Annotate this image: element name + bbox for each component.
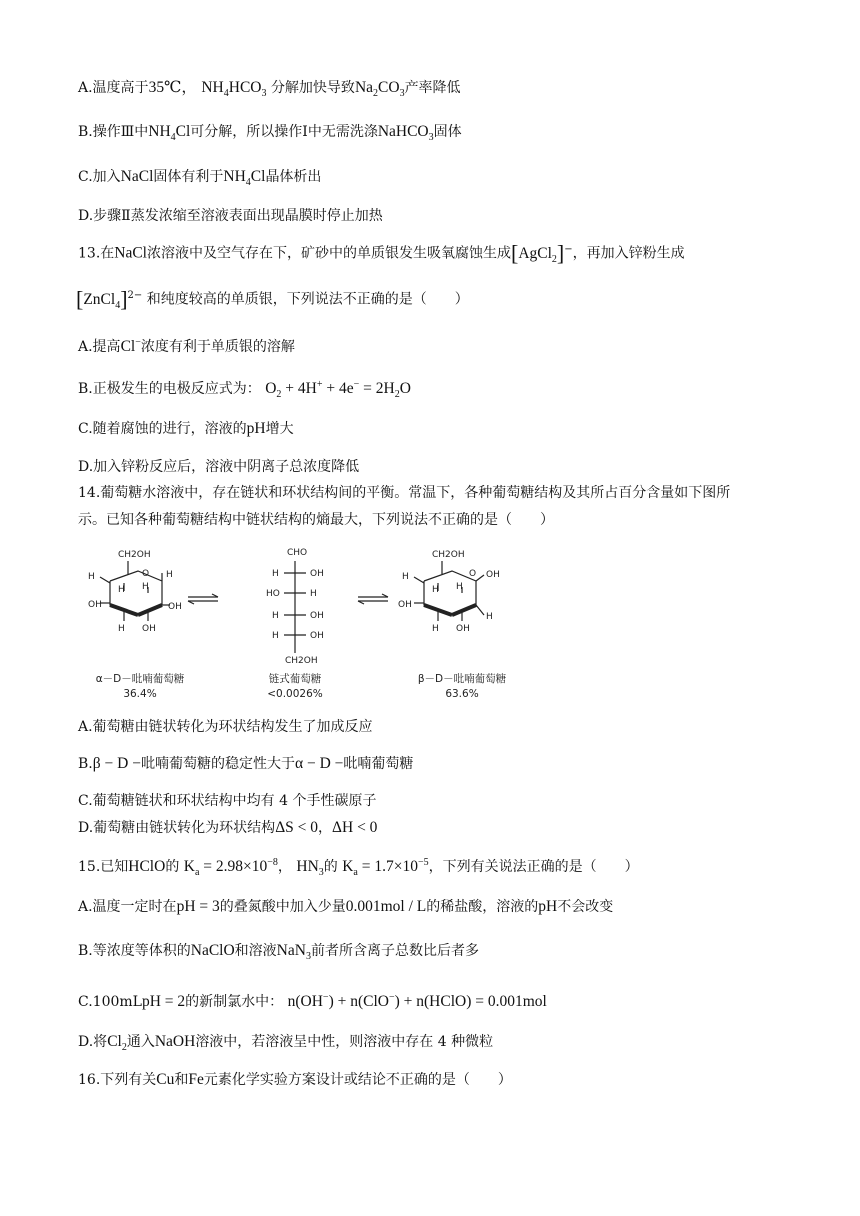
- alpha-ch2oh-label: CH2OH: [118, 550, 151, 560]
- beta-h-label: H: [402, 572, 409, 582]
- q15-option-d: D.将$Cl_2$通入NaOH溶液中，若溶液呈中性，则溶液中存在 4 种微粒: [78, 1033, 494, 1054]
- chain-cho-label: CHO: [287, 548, 308, 558]
- q14-option-a: A.葡萄糖由链状转化为环状结构发生了加成反应: [78, 719, 373, 735]
- q12-option-c: C.加入NaCl固体有利于$NH_4Cl$晶体析出: [78, 168, 322, 189]
- q15-option-b: B.等浓度等体积的NaClO和溶液NaN$_3$前者所含离子总数比后者多: [78, 942, 479, 963]
- q13-option-b: B.正极发生的电极反应式为： $O_2 + 4H^+ + 4e^- = 2H_2O$: [78, 379, 411, 401]
- chain-glucose-name: 链式葡萄糖: [268, 673, 322, 685]
- alpha-h-label-5: H: [118, 624, 125, 634]
- beta-glucose-name: β－D－吡喃葡萄糖: [417, 673, 507, 685]
- beta-oh-label-3: OH: [456, 624, 470, 634]
- q12-option-b: B.操作Ⅲ中$NH_4Cl$可分解，所以操作Ⅰ中无需洗涤NaHCO$_3$固体: [78, 123, 462, 144]
- q12-option-d: D.步骤Ⅱ蒸发浓缩至溶液表面出现晶膜时停止加热: [78, 208, 383, 224]
- beta-h-label-4: H: [486, 612, 493, 622]
- alpha-glucose-percent: 36.4%: [123, 688, 157, 700]
- beta-h-label-2: H: [432, 585, 439, 595]
- alpha-oh-label: OH: [88, 600, 102, 610]
- q14-stem-line2: 示。已知各种葡萄糖结构中链状结构的熵最大，下列说法不正确的是（ ）: [78, 512, 554, 528]
- chain-ch2oh-label: CH2OH: [285, 656, 318, 666]
- q13-option-a: A.提高Cl−浓度有利于单质银的溶解: [78, 337, 295, 356]
- chain-h-label-4: H: [272, 631, 279, 641]
- q13-stem-line2: [ZnCl$_4$]$^{2-}$ 和纯度较高的单质银，下列说法不正确的是（ ）: [76, 286, 469, 312]
- q14-option-d: D.葡萄糖由链状转化为环状结构ΔS < 0，ΔH < 0: [78, 819, 378, 836]
- alpha-glucose-name: α－D－吡喃葡萄糖: [95, 673, 185, 685]
- beta-ring-o-label: O: [469, 569, 477, 579]
- q13-option-d: D.加入锌粉反应后，溶液中阴离子总浓度降低: [78, 459, 360, 475]
- alpha-h-label-2: H: [166, 570, 173, 580]
- chain-h-label-3: H: [272, 611, 279, 621]
- beta-h-label-3: H: [456, 582, 463, 592]
- q12-option-a: A.温度高于35℃， $NH_4HCO_3$ 分解加快导致$Na_2CO_3$产率降低: [78, 79, 461, 100]
- chain-ho-label: HO: [266, 589, 280, 599]
- alpha-oh-label-2: OH: [168, 602, 182, 612]
- q13-option-c: C.随着腐蚀的进行，溶液的pH增大: [78, 420, 294, 437]
- beta-oh-label: OH: [486, 570, 500, 580]
- alpha-h-label: H: [88, 572, 95, 582]
- chain-oh-label-2: OH: [310, 611, 324, 621]
- q14-option-b: B.β − D −吡喃葡萄糖的稳定性大于α − D −吡喃葡萄糖: [78, 755, 414, 772]
- q13-stem-line1: 13.在NaCl浓溶液中及空气存在下，矿砂中的单质银发生吸氧腐蚀生成[AgCl$_2$]−，再加入锌粉生成: [78, 240, 685, 266]
- q15-option-c: C.100mLpH = 2的新制氯水中： n(OH−) + n(ClO−) + n(HClO) = 0.001mol: [78, 992, 547, 1011]
- chain-glucose-percent: <0.0026%: [267, 688, 323, 700]
- beta-oh-label-2: OH: [398, 600, 412, 610]
- alpha-h-label-3: H: [118, 585, 125, 595]
- chain-oh-label: OH: [310, 569, 324, 579]
- alpha-oh-label-3: OH: [142, 624, 156, 634]
- q14-option-c: C.葡萄糖链状和环状结构中均有 4 个手性碳原子: [78, 793, 377, 809]
- alpha-h-label-4: H: [142, 582, 149, 592]
- chain-oh-label-3: OH: [310, 631, 324, 641]
- beta-ch2oh-label: CH2OH: [432, 550, 465, 560]
- chain-h-label-2: H: [310, 589, 317, 599]
- beta-glucose-percent: 63.6%: [445, 688, 479, 700]
- q15-stem: 15.已知HClO的 $K_a = 2.98\times 10^{-8}$， $HN_3$的 $K_a = 1.7\times 10^{-5}$，下列有关说法正确的是（ ）: [78, 857, 639, 879]
- alpha-ring-o-label: O: [142, 569, 150, 579]
- q14-stem-line1: 14.葡萄糖水溶液中，存在链状和环状结构间的平衡。常温下，各种葡萄糖结构及其所占百分含量如下图所: [78, 485, 731, 501]
- chain-h-label: H: [272, 569, 279, 579]
- q15-option-a: A.温度一定时在pH = 3的叠氮酸中加入少量0.001mol / L的稀盐酸，溶液的pH不会改变: [78, 898, 614, 915]
- beta-h-label-5: H: [432, 624, 439, 634]
- q16-stem: 16.下列有关Cu和Fe元素化学实验方案设计或结论不正确的是（ ）: [78, 1071, 512, 1088]
